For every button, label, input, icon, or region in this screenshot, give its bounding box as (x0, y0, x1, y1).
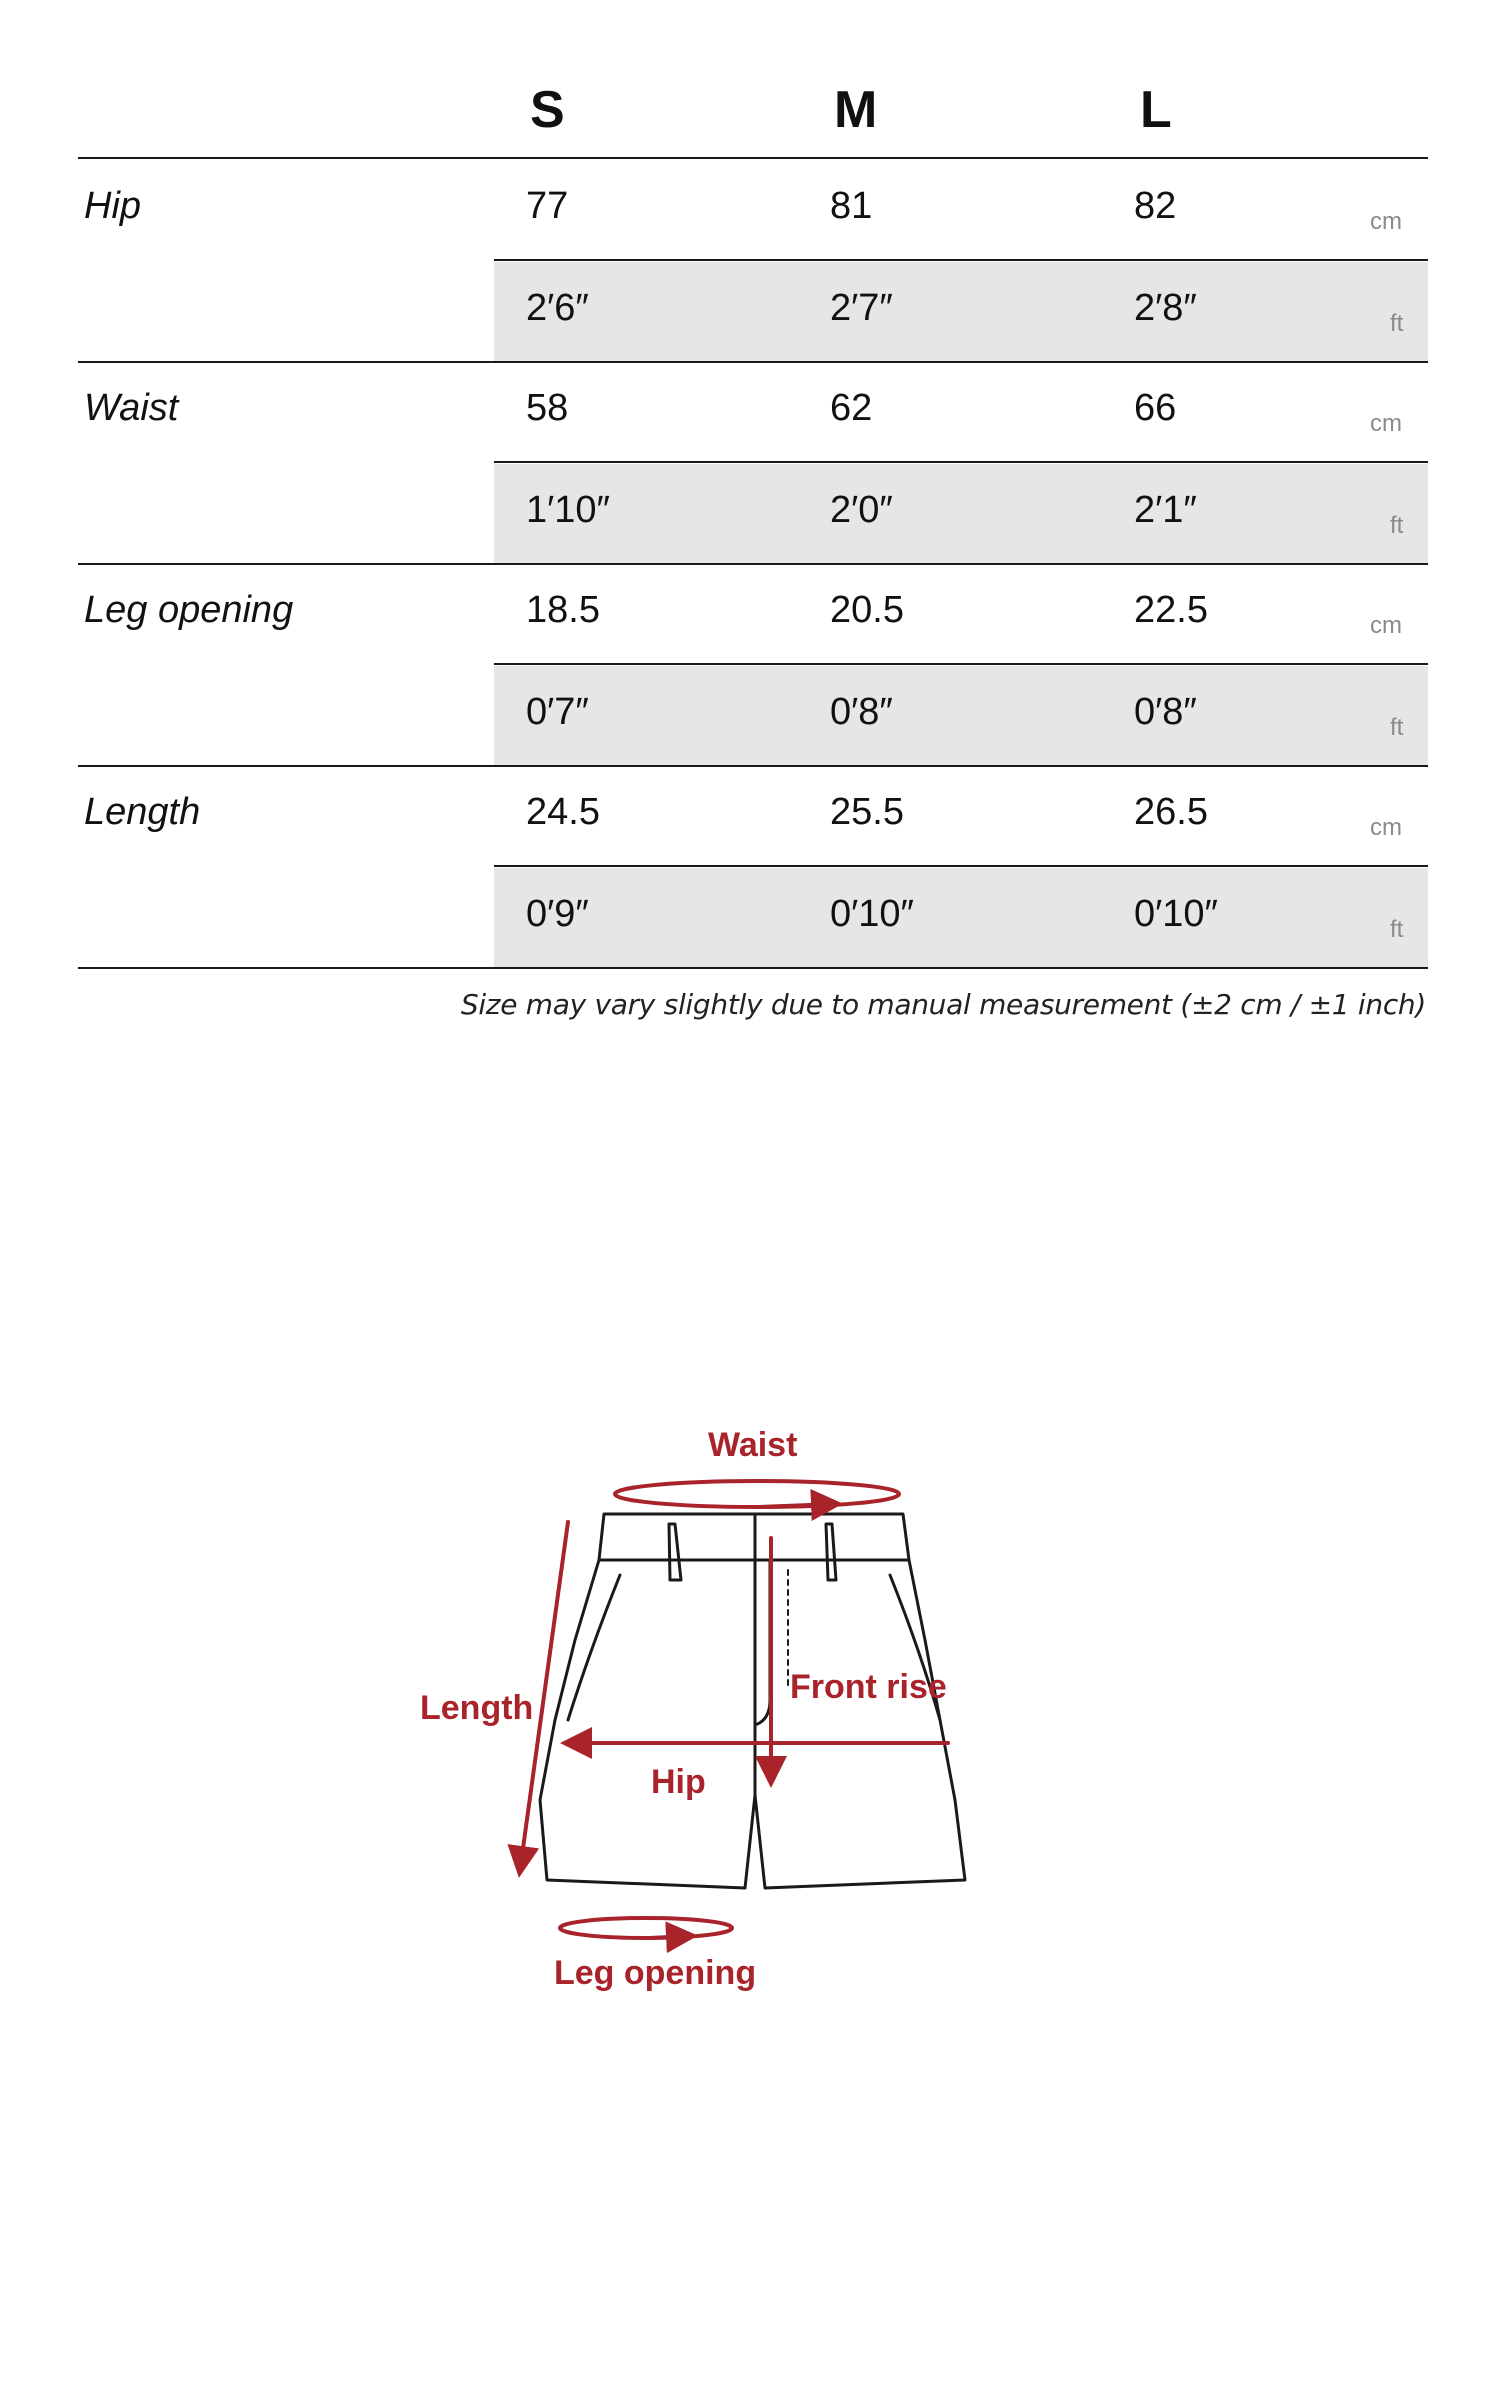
label-waist: Waist (708, 1426, 798, 1464)
measurement-note: Size may vary slightly due to manual measurement (±2 cm / ±1 inch) (460, 988, 1426, 1021)
length-l-cm: 26.5 (1134, 791, 1208, 833)
waist-inner-rule (494, 461, 1428, 463)
waist-cm-unit: cm (1370, 410, 1402, 437)
hip-ft-shade (494, 262, 1428, 361)
hip-ft-unit: ft (1390, 310, 1404, 337)
size-header-m: M (834, 81, 878, 139)
waist-m-ft: 2′0″ (830, 489, 893, 531)
shorts-illustration (0, 1380, 1500, 2000)
waist-l-ft: 2′1″ (1134, 489, 1197, 531)
waist-ellipse (615, 1481, 899, 1507)
label-hip: Hip (651, 1763, 706, 1801)
hip-l-ft: 2′8″ (1134, 287, 1197, 329)
leg-opening-cm-unit: cm (1370, 612, 1402, 639)
table-bottom-rule (78, 967, 1428, 969)
label-length: Length (420, 1689, 534, 1727)
length-ft-unit: ft (1390, 916, 1404, 943)
hip-l-cm: 82 (1134, 185, 1177, 227)
size-header-l: L (1140, 81, 1172, 139)
length-l-ft: 0′10″ (1134, 893, 1218, 935)
table-top-rule (78, 157, 1428, 159)
waist-l-cm: 66 (1134, 387, 1177, 429)
length-m-ft: 0′10″ (830, 893, 914, 935)
length-s-cm: 24.5 (526, 791, 600, 833)
length-m-cm: 25.5 (830, 791, 904, 833)
waist-s-cm: 58 (526, 387, 569, 429)
hip-m-ft: 2′7″ (830, 287, 893, 329)
length-cm-unit: cm (1370, 814, 1402, 841)
hip-s-ft: 2′6″ (526, 287, 589, 329)
leg-opening-m-cm: 20.5 (830, 589, 904, 631)
leg-opening-arrow (650, 1936, 690, 1938)
leg-opening-ellipse (560, 1918, 732, 1938)
leg-opening-bottom-rule (78, 765, 1428, 767)
leg-opening-inner-rule (494, 663, 1428, 665)
label-front-rise: Front rise (790, 1668, 947, 1706)
waist-m-cm: 62 (830, 387, 873, 429)
waist-ft-unit: ft (1390, 512, 1404, 539)
waist-s-ft: 1′10″ (526, 489, 610, 531)
leg-opening-ft-unit: ft (1390, 714, 1404, 741)
hip-s-cm: 77 (526, 185, 569, 227)
leg-opening-l-cm: 22.5 (1134, 589, 1208, 631)
waist-ft-shade (494, 464, 1428, 563)
hip-inner-rule (494, 259, 1428, 261)
row-label-length: Length (84, 791, 201, 833)
label-leg-opening: Leg opening (554, 1954, 757, 1992)
hip-cm-unit: cm (1370, 208, 1402, 235)
measurement-diagram (0, 1380, 1500, 2000)
row-label-leg-opening: Leg opening (84, 589, 294, 631)
row-label-waist: Waist (84, 387, 179, 429)
size-header-s: S (530, 81, 565, 139)
leg-opening-ft-shade (494, 666, 1428, 765)
hip-m-cm: 81 (830, 185, 873, 227)
leg-opening-s-cm: 18.5 (526, 589, 600, 631)
length-ft-shade (494, 868, 1428, 967)
hip-bottom-rule (78, 361, 1428, 363)
leg-opening-s-ft: 0′7″ (526, 691, 589, 733)
row-label-hip: Hip (84, 185, 142, 227)
leg-opening-l-ft: 0′8″ (1134, 691, 1197, 733)
waist-bottom-rule (78, 563, 1428, 565)
length-inner-rule (494, 865, 1428, 867)
length-s-ft: 0′9″ (526, 893, 589, 935)
leg-opening-m-ft: 0′8″ (830, 691, 893, 733)
